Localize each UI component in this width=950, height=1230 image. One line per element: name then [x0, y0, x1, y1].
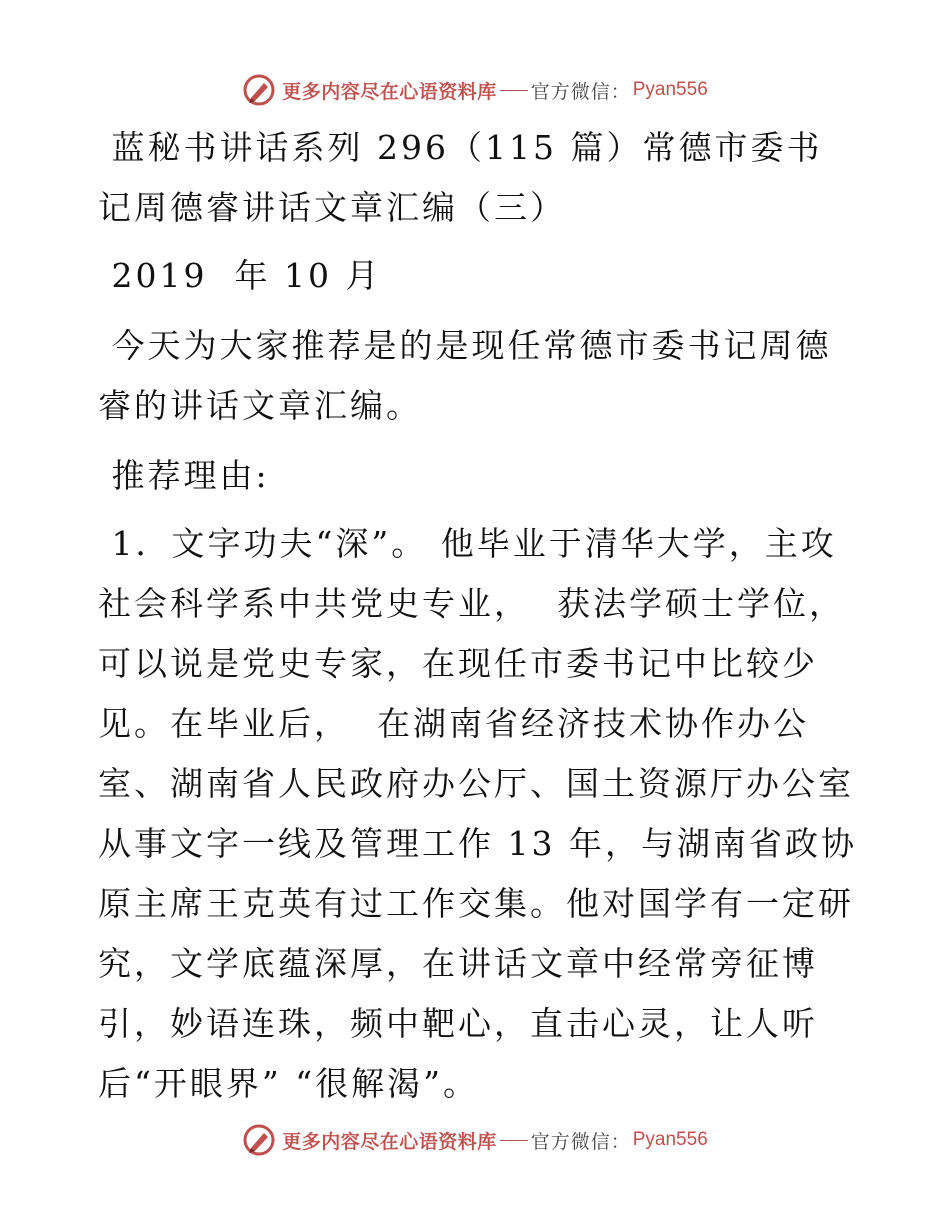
site-name: 更多内容尽在心语资料库: [282, 80, 497, 103]
banner-dash: [500, 1140, 528, 1141]
official-label: 官方微信：: [530, 80, 631, 103]
reason-paragraph-1: 1．文字功夫“深”。 他毕业于清华大学，主攻社会科学系中共党史专业， 获法学硕士学位，可以说是党史专家，在现任市委书记中比较少见。在毕业后， 在湖南省经济技术协作办公室、湖南省人民政府办公厅、国土资源厅办公室从事文字一线及管理工作 13 年，与湖南省政协原主席王克英有过工作交集。他对国学有一定研究，文学底蕴深厚，在讲话文章中经常旁征博引，妙语连珠，频中靶心，直击心灵，让人听后“开眼界” “很解渴”。: [98, 524, 857, 1103]
official-label: 官方微信：: [530, 1130, 631, 1153]
document-date: 2019 年 10 月: [98, 256, 382, 295]
document-body: [98, 118, 858, 1114]
wechat-id: Pyan556: [632, 79, 708, 100]
pen-logo-icon: [242, 73, 276, 107]
intro-paragraph: 今天为大家推荐是的是现任常德市委书记周德睿的讲话文章汇编。: [98, 326, 832, 425]
site-name: 更多内容尽在心语资料库: [282, 1130, 497, 1153]
wechat-id: Pyan556: [632, 1129, 708, 1150]
pen-logo-icon: [242, 1123, 276, 1157]
reason-heading: 推荐理由:: [98, 456, 270, 495]
header-banner: [0, 70, 950, 110]
document-title: 蓝秘书讲话系列 296（115 篇）常德市委书记周德睿讲话文章汇编（三）: [98, 128, 823, 227]
footer-banner: [0, 1120, 950, 1160]
banner-dash: [500, 90, 528, 91]
